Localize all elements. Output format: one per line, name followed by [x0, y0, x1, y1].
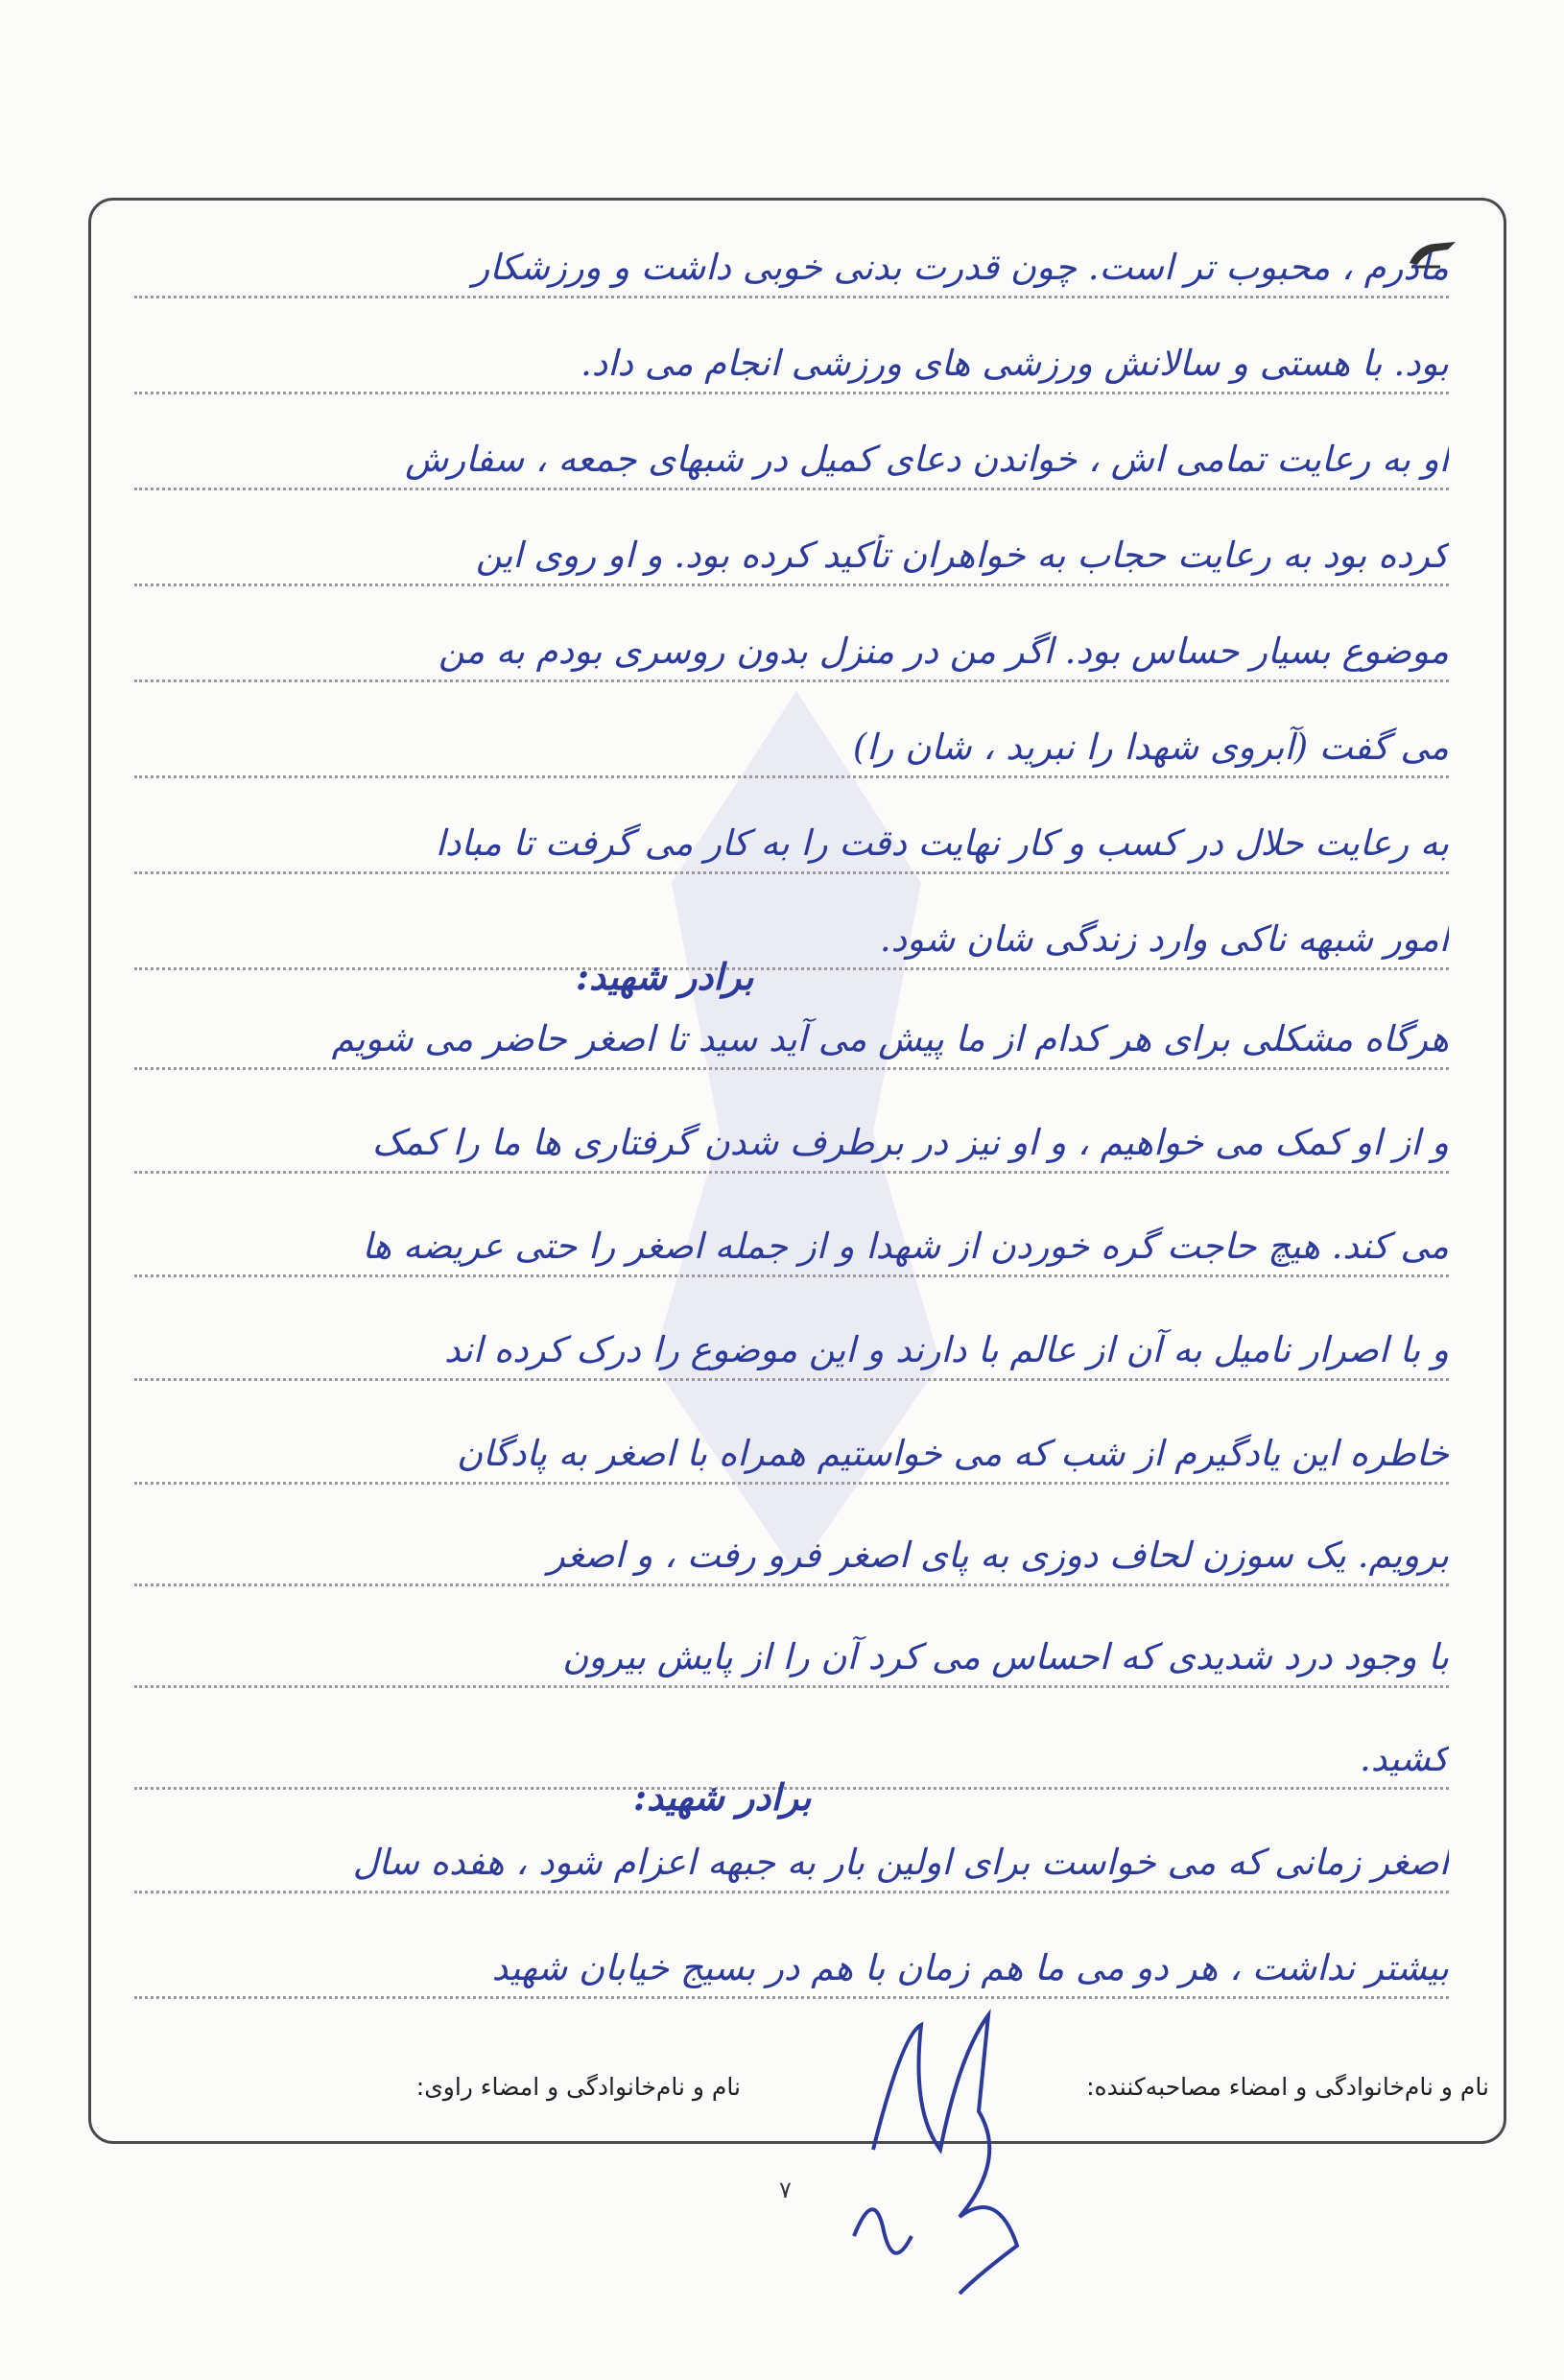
section-heading: برادر شهید: [576, 955, 754, 998]
narrator-signature-label: نام و نام‌خانوادگی و امضاء راوی: [415, 2073, 741, 2101]
handwritten-text: می کند. هیچ حاجت گره خوردن از شهدا و از جمله اصغر را حتی عریضه ها [362, 1226, 1449, 1267]
handwritten-text: به رعایت حلال در کسب و کار نهایت دقت را به کار می گرفت تا مبادا [435, 822, 1449, 864]
writing-line-3 [134, 401, 1449, 490]
handwritten-text: با وجود درد شدیدی که احساس می کرد آن را از پایش بیرون [562, 1636, 1449, 1678]
writing-line-12 [134, 1292, 1449, 1381]
handwritten-text: بیشتر نداشت ، هر دو می ما هم زمان با هم در بسیج خیابان شهید [491, 1947, 1449, 1988]
writing-line-9 [134, 981, 1449, 1070]
handwritten-text: امور شبهه ناکی وارد زندگی شان شود. [879, 918, 1449, 960]
writing-line-6 [134, 689, 1449, 778]
signature-footer [106, 2063, 1489, 2111]
writing-line-2 [134, 305, 1449, 394]
handwritten-text: کرده بود به رعایت حجاب به خواهران تأکید کرده بود. و او روی این [475, 535, 1449, 576]
handwritten-signature [844, 1996, 1055, 2303]
handwritten-text: کشید. [1360, 1738, 1449, 1779]
writing-line-8 [134, 881, 1449, 970]
writing-line-5 [134, 593, 1449, 682]
handwritten-text: بود. با هستی و سالانش ورزشی های ورزشی انجام می داد. [580, 343, 1449, 384]
writing-line-4 [134, 497, 1449, 586]
handwritten-text: برویم. یک سوزن لحاف دوزی به پای اصغر فرو رفت ، و اصغر [547, 1535, 1449, 1576]
writing-line-7 [134, 785, 1449, 874]
handwritten-text: موضوع بسیار حساس بود. اگر من در منزل بدون روسری بودم به من [438, 631, 1449, 672]
writing-line-11 [134, 1188, 1449, 1277]
writing-line-10 [134, 1084, 1449, 1174]
section-heading: برادر شهید: [633, 1775, 812, 1819]
writing-line-1 [134, 209, 1449, 298]
writing-line-18 [134, 1910, 1449, 1999]
handwritten-text: می گفت (آبروی شهدا را نبرید ، شان را) [852, 726, 1449, 768]
handwritten-text: اصغر زمانی که می خواست برای اولین بار به جبهه اعزام شود ، هفده سال [352, 1842, 1449, 1883]
handwritten-text: خاطره این یادگیرم از شب که می خواستیم همراه با اصغر به پادگان [457, 1433, 1449, 1474]
page-number: ۷ [779, 2177, 792, 2203]
handwritten-text: او به رعایت تمامی اش ، خواندن دعای کمیل در شبهای جمعه ، سفارش [405, 439, 1449, 480]
writing-line-14 [134, 1497, 1449, 1586]
handwritten-text: مادرم ، محبوب تر است. چون قدرت بدنی خوبی داشت و ورزشکار [472, 247, 1449, 288]
writing-line-13 [134, 1395, 1449, 1485]
handwritten-text: و با اصرار نامیل به آن از عالم با دارند و این موضوع را درک کرده اند [443, 1329, 1449, 1370]
handwritten-text: هرگاه مشکلی برای هر کدام از ما پیش می آید سید تا اصغر حاضر می شویم [331, 1018, 1449, 1059]
handwritten-text: و از او کمک می خواهیم ، و او نیز در برطرف شدن گرفتاری ها ما را کمک [371, 1122, 1449, 1163]
interviewer-signature-label: نام و نام‌خانوادگی و امضاء مصاحبه‌کننده: [1086, 2073, 1489, 2101]
writing-line-15 [134, 1599, 1449, 1688]
